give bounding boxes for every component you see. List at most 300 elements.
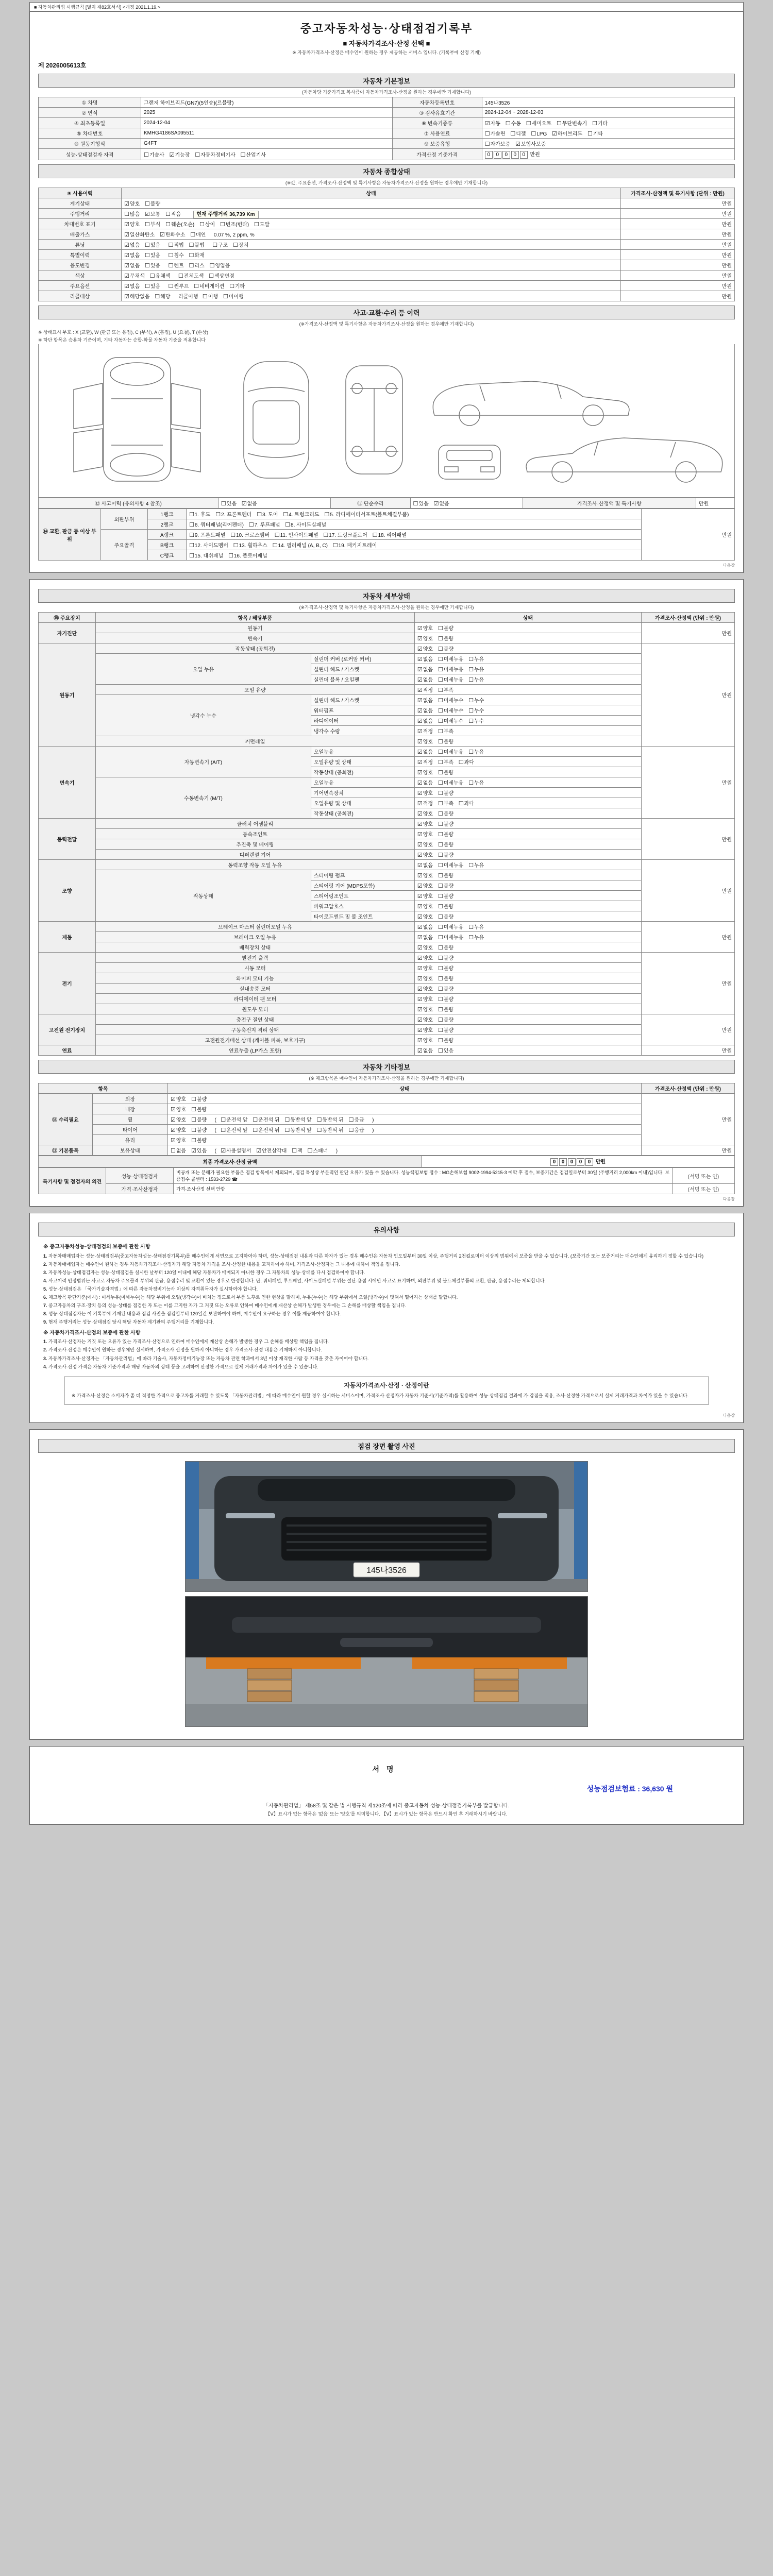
checkbox-option[interactable]: ☑양호 xyxy=(417,1027,433,1033)
inline-text: ) xyxy=(372,1128,374,1133)
checkbox-option[interactable]: ☐5. 라디에이터서포트(볼트체결부품) xyxy=(324,512,409,518)
notice-item: 6. 체크항목 판단기준(예시) : 미세누유(미세누수)는 해당 부위에 오일(냉각수)이 비치는 정도로서 부품 노후로 인한 현상을 말하며, 누유(누수)는 해당 부위에서 오일(냉각수)이 맺혀서 떨어지는 상태를 말합니다. xyxy=(43,1294,458,1300)
checkbox-option[interactable]: ☑양호 xyxy=(417,945,433,951)
field-label: ⑫ 사고이력 (유의사항 4 참조) xyxy=(39,498,219,509)
checkbox-option[interactable]: ☐가솔린 xyxy=(484,131,506,137)
checkbox-option[interactable]: ☐불량 xyxy=(191,1127,207,1133)
checkbox-option[interactable]: ☑양호 xyxy=(417,904,433,910)
checked-checkbox-icon: ☑ xyxy=(417,646,423,652)
unchecked-checkbox-icon: ☐ xyxy=(438,904,443,910)
checkbox-option[interactable]: ☐무단변속기 xyxy=(556,121,587,127)
checkbox-option[interactable]: ☐전체도색 xyxy=(178,273,204,279)
checkbox-option[interactable]: ☐16. 플로어패널 xyxy=(228,553,267,559)
checkbox-option[interactable]: ☑양호 xyxy=(417,996,433,1003)
checkbox-option[interactable]: ☑보통 xyxy=(144,211,161,217)
checkbox-option[interactable]: ☑없음 xyxy=(417,708,433,714)
checkbox-option[interactable]: ☐누유 xyxy=(468,935,484,941)
checkbox-option[interactable]: ☐매연 xyxy=(190,232,206,238)
checkbox-option[interactable]: ☐불량 xyxy=(438,790,454,796)
checkbox-option[interactable]: ☐누유 xyxy=(468,677,484,683)
checkbox-option[interactable]: ☐미세누수 xyxy=(438,708,464,714)
checkbox-option[interactable]: ☐도말 xyxy=(254,222,270,228)
checkbox-option[interactable]: ☐2. 프론트펜더 xyxy=(215,512,252,518)
checkbox-option[interactable]: ☐19. 패키지트레이 xyxy=(332,543,377,549)
checkbox-option[interactable]: ☐산업기사 xyxy=(240,152,266,158)
detail-state xyxy=(414,942,641,953)
section-note-overall: (※값, 주요옵션, 가격조사·산정액 및 특기사항은 자동차가격조사·산정을 원하는 경우에만 기재합니다) xyxy=(285,180,488,185)
checkbox-option[interactable]: ☐기타 xyxy=(229,283,245,290)
checkbox-option[interactable]: ☐누유 xyxy=(468,862,484,869)
checkbox-option[interactable]: ☑하이브리드 xyxy=(552,131,583,137)
checkbox-option[interactable]: ☑양호 xyxy=(417,842,433,848)
checkbox-option[interactable]: ☑양호 xyxy=(417,636,433,642)
unchecked-checkbox-icon: ☐ xyxy=(438,677,443,683)
checkbox-option[interactable]: ☐미세누유 xyxy=(438,780,464,786)
checkbox-option[interactable]: ☐불량 xyxy=(438,945,454,951)
checkbox-option[interactable]: ☐있음 xyxy=(438,1048,454,1054)
checkbox-option[interactable]: ☑없음 xyxy=(417,780,433,786)
field-label: ⑬ 단순수리 xyxy=(331,498,410,509)
detail-row xyxy=(39,1004,735,1014)
checkbox-option[interactable]: ☐잭 xyxy=(292,1148,303,1154)
field-options xyxy=(218,498,330,509)
checkbox-option[interactable]: ☑무채색 xyxy=(124,273,145,279)
checkbox-option[interactable]: ☐침수 xyxy=(168,252,184,259)
overall-item-label: 주행거리 xyxy=(39,209,122,219)
checkbox-option[interactable]: ☐불량 xyxy=(438,832,454,838)
checkbox-option[interactable]: ☑기능장 xyxy=(169,152,190,158)
unchecked-checkbox-icon: ☐ xyxy=(202,294,208,300)
checkbox-option[interactable]: ☐불량 xyxy=(438,883,454,889)
checkbox-option[interactable]: ☐7. 루프패널 xyxy=(248,522,280,528)
checkbox-option[interactable]: ☐자동차정비기사 xyxy=(195,152,236,158)
detail-state xyxy=(414,911,641,922)
checkbox-option[interactable]: ☑적정 xyxy=(417,687,433,693)
checkbox-option[interactable]: ☐없음 xyxy=(171,1148,187,1154)
checked-checkbox-icon: ☑ xyxy=(417,770,423,776)
checkbox-option[interactable]: ☑일산화탄소 xyxy=(124,232,155,238)
checkbox-option[interactable]: ☐미세누유 xyxy=(438,749,464,755)
checkbox-option[interactable]: ☐있음 xyxy=(144,242,161,248)
checkbox-option[interactable]: ☑양호 xyxy=(417,770,433,776)
detail-state xyxy=(414,705,641,716)
checkbox-option[interactable]: ☑양호 xyxy=(417,852,433,858)
price-digit-box: 0 xyxy=(577,1158,584,1166)
other-group-price: 만원 xyxy=(642,1145,735,1156)
checkbox-option[interactable]: ☐불량 xyxy=(438,811,454,817)
notice-item-number: 6. xyxy=(43,1294,47,1300)
col-other-price: 가격조사·산정액 (단위 : 만원) xyxy=(642,1083,735,1094)
checkbox-option[interactable]: ☐11. 인사이드패널 xyxy=(274,532,318,538)
checkbox-option[interactable]: ☐적음 xyxy=(165,211,181,217)
detail-row xyxy=(39,984,735,994)
checkbox-option[interactable]: ☐유채색 xyxy=(149,273,171,279)
checkbox-option[interactable]: ☑없음 xyxy=(417,667,433,673)
checkbox-option[interactable]: ☑양호 xyxy=(171,1138,187,1144)
notice-item: 1. 가격조사·산정자는 거짓 또는 오류가 있는 가격조사·산정으로 인하여 매수인에게 재산상 손해가 발생한 경우 그 손해를 배상할 책임을 집니다. xyxy=(43,1339,329,1345)
final-price-digits: 0 0 0 0 0 만원 xyxy=(422,1156,735,1167)
checkbox-option[interactable]: ☐부족 xyxy=(438,801,454,807)
checkbox-option[interactable]: ☑없음 xyxy=(433,501,449,507)
unchecked-checkbox-icon: ☐ xyxy=(413,501,418,507)
checkbox-option[interactable]: ☑없음 xyxy=(417,698,433,704)
notice-item: 2. 자동차매매업자는 매수인이 원하는 경우 자동차가격조사·산정자가 해당 자동차 가격을 조사·산정한 내용을 고지하여야 하며, 가격조사·산정자는 그 내용에 대하여 책임을 집니다. xyxy=(43,1261,400,1267)
notice-section1-title: ※ 중고자동차성능·상태점검의 보증에 관한 사항 xyxy=(43,1244,150,1250)
form-reference-note: ■ 자동차관리법 시행규칙 [별지 제82호서식] <개정 2021.1.19.> xyxy=(29,2,744,11)
checkbox-option[interactable]: ☐불량 xyxy=(438,739,454,745)
unchecked-checkbox-icon: ☐ xyxy=(438,852,443,858)
detail-row xyxy=(39,633,735,643)
checkbox-option[interactable]: ☐세미오토 xyxy=(526,121,552,127)
next-page-marker-2: 다음장 xyxy=(722,1197,735,1201)
checkbox-option[interactable]: ☑탄화수소 xyxy=(159,232,186,238)
checkbox-option[interactable]: ☐훼손(오손) xyxy=(165,222,195,228)
other-group-label: ⑯ 수리필요 xyxy=(39,1094,93,1145)
checkbox-option[interactable]: ☐미세누유 xyxy=(438,656,464,663)
field-label: ① 차명 xyxy=(39,97,141,108)
checkbox-option[interactable]: ☑양호 xyxy=(417,955,433,961)
other-item-state xyxy=(168,1135,642,1145)
checkbox-option[interactable]: ☐스패너 xyxy=(307,1148,328,1154)
checkbox-option[interactable]: ☐기술사 xyxy=(143,152,164,158)
checkbox-option[interactable]: ☐있음 xyxy=(221,501,237,507)
checkbox-option[interactable]: ☑양호 xyxy=(417,986,433,992)
checkbox-option[interactable]: ☐미세누수 xyxy=(438,718,464,724)
checkbox-option[interactable]: ☑양호 xyxy=(417,914,433,920)
checkbox-option[interactable]: ☐불량 xyxy=(438,636,454,642)
detail-item-label: 발전기 출력 xyxy=(96,953,415,963)
detail-state xyxy=(414,726,641,736)
checkbox-option[interactable]: ☐불량 xyxy=(438,996,454,1003)
detail-item-label: 추진축 및 베어링 xyxy=(96,839,415,850)
checkbox-option[interactable]: ☑양호 xyxy=(171,1107,187,1113)
checkbox-option[interactable]: ☐이행 xyxy=(202,294,219,300)
notice-item-number: 2. xyxy=(43,1261,47,1267)
unchecked-checkbox-icon: ☐ xyxy=(510,131,516,137)
unchecked-checkbox-icon: ☐ xyxy=(438,811,443,817)
checkbox-option[interactable]: ☐운전석 앞 xyxy=(221,1127,248,1133)
checked-checkbox-icon: ☑ xyxy=(417,986,423,992)
checkbox-option[interactable]: ☑양호 xyxy=(124,222,140,228)
checkbox-option[interactable]: ☐네비게이션 xyxy=(194,283,225,290)
checkbox-option[interactable]: ☐디젤 xyxy=(510,131,526,137)
detail-state xyxy=(414,623,641,633)
checkbox-option[interactable]: ☑양호 xyxy=(171,1096,187,1103)
checkbox-option[interactable]: ☐동반석 앞 xyxy=(284,1127,312,1133)
field-label: 성능·상태점검자 자격 xyxy=(39,149,141,160)
block-notice xyxy=(29,1213,744,1423)
document-header xyxy=(38,20,735,56)
checkbox-option[interactable]: ☐운전석 앞 xyxy=(221,1117,248,1123)
unchecked-checkbox-icon: ☐ xyxy=(155,294,160,300)
notice-item-number: 3. xyxy=(43,1269,47,1275)
checkbox-option[interactable]: ☐불량 xyxy=(438,646,454,652)
checkbox-option[interactable]: ☐동반석 앞 xyxy=(284,1117,312,1123)
checkbox-option[interactable]: ☑양호 xyxy=(417,1007,433,1013)
checkbox-option[interactable]: ☐누유 xyxy=(468,749,484,755)
inline-text: ( xyxy=(214,1148,216,1154)
checkbox-option[interactable]: ☐운전석 뒤 xyxy=(253,1117,280,1123)
checkbox-option[interactable]: ☐18. 리어패널 xyxy=(372,532,407,538)
checkbox-option[interactable]: ☐불량 xyxy=(438,852,454,858)
checked-checkbox-icon: ☑ xyxy=(417,698,423,704)
checkbox-option[interactable]: ☐불량 xyxy=(438,904,454,910)
checked-checkbox-icon: ☑ xyxy=(417,667,423,673)
checkbox-option[interactable]: ☐많음 xyxy=(124,211,140,217)
checkbox-option[interactable]: ☐부족 xyxy=(438,687,454,693)
checkbox-option[interactable]: ☑양호 xyxy=(417,965,433,972)
checkbox-option[interactable]: ☐불량 xyxy=(438,976,454,982)
checkbox-option[interactable]: ☑없음 xyxy=(417,1048,433,1054)
checkbox-option[interactable]: ☐부식 xyxy=(144,222,161,228)
checkbox-option[interactable]: ☐불량 xyxy=(438,625,454,632)
checkbox-option[interactable]: ☐누유 xyxy=(468,656,484,663)
checkbox-option[interactable]: ☐불량 xyxy=(191,1107,207,1113)
checkbox-option[interactable]: ☑양호 xyxy=(417,873,433,879)
checkbox-option[interactable]: ☑양호 xyxy=(417,976,433,982)
checkbox-option[interactable]: ☑없음 xyxy=(417,862,433,869)
checkbox-option[interactable]: ☐화재 xyxy=(189,252,205,259)
detail-row xyxy=(39,643,735,654)
checkbox-option[interactable]: ☐불량 xyxy=(438,893,454,900)
page-subtitle: ■ 자동차가격조사·산정 선택 ■ xyxy=(343,40,430,47)
checkbox-option[interactable]: ☐12. 사이드멤버 xyxy=(189,543,228,549)
checked-checkbox-icon: ☑ xyxy=(417,862,423,869)
checkbox-option[interactable]: ☐썬루프 xyxy=(168,283,189,290)
checkbox-option[interactable]: ☑없음 xyxy=(124,263,140,269)
unchecked-checkbox-icon: ☐ xyxy=(438,1017,443,1023)
checkbox-option[interactable]: ☐불량 xyxy=(438,965,454,972)
checkbox-option[interactable]: ☐누유 xyxy=(468,780,484,786)
checked-checkbox-icon: ☑ xyxy=(433,501,439,507)
unchecked-checkbox-icon: ☐ xyxy=(438,687,443,693)
checkbox-option[interactable]: ☐적법 xyxy=(168,242,184,248)
detail-item-label: 냉각수 누수 xyxy=(96,695,311,736)
checkbox-option[interactable]: ☑양호 xyxy=(417,646,433,652)
unchecked-checkbox-icon: ☐ xyxy=(438,698,443,704)
checkbox-option[interactable]: ☐있음 xyxy=(144,283,161,290)
checkbox-option[interactable]: ☐있음 xyxy=(144,263,161,269)
final-price-table xyxy=(38,1156,735,1167)
unchecked-checkbox-icon: ☐ xyxy=(144,242,150,248)
detail-state xyxy=(414,695,641,705)
detail-item-label: 작동상태 (공회전) xyxy=(96,643,415,654)
checkbox-option[interactable]: ☑사용설명서 xyxy=(221,1148,251,1154)
checkbox-option[interactable]: ☑양호 xyxy=(171,1117,187,1123)
checkbox-option[interactable]: ☑양호 xyxy=(417,739,433,745)
other-item-label: 유리 xyxy=(92,1135,167,1145)
checkbox-option[interactable]: ☑없음 xyxy=(417,749,433,755)
checkbox-option[interactable]: ☑없음 xyxy=(417,656,433,663)
checkbox-option[interactable]: ☐미세누유 xyxy=(438,677,464,683)
detail-item-label: 구동축전지 격리 상태 xyxy=(96,1025,415,1035)
checkbox-option[interactable]: ☐3. 도어 xyxy=(257,512,278,518)
detail-row xyxy=(39,685,735,695)
checkbox-option[interactable]: ☐누수 xyxy=(468,718,484,724)
detail-state xyxy=(414,685,641,695)
checkbox-option[interactable]: ☐미세누수 xyxy=(438,698,464,704)
checkbox-option[interactable]: ☐색상변경 xyxy=(209,273,234,279)
overall-row xyxy=(39,281,735,291)
checkbox-option[interactable]: ☐과다 xyxy=(458,759,474,766)
checkbox-option[interactable]: ☐불량 xyxy=(144,201,161,207)
detail-row xyxy=(39,850,735,860)
checkbox-option[interactable]: ☐미세누유 xyxy=(438,862,464,869)
detail-row xyxy=(39,942,735,953)
detail-part-label: 라디에이터 xyxy=(311,716,414,726)
checkbox-option[interactable]: ☐구조 xyxy=(212,242,228,248)
overall-item-label: 특별이력 xyxy=(39,250,122,260)
detail-item-label: 클러치 어셈블리 xyxy=(96,819,415,829)
checkbox-option[interactable]: ☐불량 xyxy=(438,986,454,992)
checkbox-option[interactable]: ☑양호 xyxy=(417,883,433,889)
checkbox-option[interactable]: ☐미이행 xyxy=(223,294,244,300)
checkbox-option[interactable]: ☐부족 xyxy=(438,728,454,735)
detail-state xyxy=(414,901,641,911)
checkbox-option[interactable]: ☐불량 xyxy=(438,1038,454,1044)
checkbox-option[interactable]: ☑있음 xyxy=(191,1148,207,1154)
checkbox-option[interactable]: ☐미세누유 xyxy=(438,667,464,673)
checkbox-option[interactable]: ☑양호 xyxy=(417,790,433,796)
checkbox-option[interactable]: ☐누수 xyxy=(468,708,484,714)
section-note-detail: (※가격조사·산정액 및 특기사항은 자동차가격조사·산정을 원하는 경우에만 기재합니다) xyxy=(299,605,474,610)
checkbox-option[interactable]: ☑적정 xyxy=(417,728,433,735)
opinion-row xyxy=(39,1184,735,1194)
checkbox-option[interactable]: ☐10. 크로스멤버 xyxy=(230,532,270,538)
notice-item: 8. 성능·상태점검자는 이 기록부에 기재된 내용과 점검 사진을 점검일부터 120일간 보관하여야 하며, 매수인이 요구하는 경우 이를 제공하여야 합니다. xyxy=(43,1311,341,1316)
checkbox-option[interactable]: ☑양호 xyxy=(124,201,140,207)
checkbox-option[interactable]: ☐누유 xyxy=(468,667,484,673)
checked-checkbox-icon: ☑ xyxy=(191,1148,196,1154)
checkbox-option[interactable]: ☑양호 xyxy=(417,893,433,900)
checkbox-option[interactable]: ☐기타 xyxy=(587,131,603,137)
overall-row xyxy=(39,240,735,250)
checkbox-option[interactable]: ☑적정 xyxy=(417,759,433,766)
checkbox-option[interactable]: ☑양호 xyxy=(417,1017,433,1023)
checkbox-option[interactable]: ☐9. 프론트패널 xyxy=(189,532,226,538)
rank-row xyxy=(39,530,735,540)
checkbox-option[interactable]: ☐불량 xyxy=(438,821,454,827)
checkbox-option[interactable]: ☐불량 xyxy=(438,955,454,961)
checkbox-option[interactable]: ☐불량 xyxy=(438,770,454,776)
inspection-fee xyxy=(38,1784,735,1794)
checkbox-option[interactable]: ☑적정 xyxy=(417,801,433,807)
checkbox-option[interactable]: ☐4. 트렁크리드 xyxy=(283,512,320,518)
checkbox-option[interactable]: ☑안전삼각대 xyxy=(256,1148,287,1154)
checkbox-option[interactable]: ☐응급 xyxy=(348,1127,364,1133)
checkbox-option[interactable]: ☑없음 xyxy=(124,242,140,248)
checkbox-option[interactable]: ☐누수 xyxy=(468,698,484,704)
checkbox-option[interactable]: ☑없음 xyxy=(241,501,257,507)
checkbox-option[interactable]: ☐불량 xyxy=(438,1017,454,1023)
checkbox-option[interactable]: ☑양호 xyxy=(417,1038,433,1044)
checkbox-option[interactable]: ☐과다 xyxy=(458,801,474,807)
checkbox-option[interactable]: ☑양호 xyxy=(171,1127,187,1133)
detail-state xyxy=(414,716,641,726)
unchecked-checkbox-icon: ☐ xyxy=(189,512,194,518)
checkbox-option[interactable]: ☐영업용 xyxy=(209,263,230,269)
checkbox-option[interactable]: ☑양호 xyxy=(417,832,433,838)
checkbox-option[interactable]: ☐누유 xyxy=(468,924,484,930)
checkbox-option[interactable]: ☐수동 xyxy=(505,121,521,127)
checkbox-option[interactable]: ☐불량 xyxy=(438,1007,454,1013)
checkbox-option[interactable]: ☑보험사보증 xyxy=(515,141,546,147)
checkbox-option[interactable]: ☑없음 xyxy=(417,935,433,941)
checkbox-option[interactable]: ☑없음 xyxy=(124,283,140,290)
checkbox-option[interactable]: ☑없음 xyxy=(417,677,433,683)
checkbox-option[interactable]: ☑자동 xyxy=(484,121,500,127)
checkbox-option[interactable]: ☐있음 xyxy=(144,252,161,259)
checkbox-option[interactable]: ☐상이 xyxy=(199,222,215,228)
detail-row xyxy=(39,932,735,942)
checked-checkbox-icon: ☑ xyxy=(417,759,423,766)
checkbox-option[interactable]: ☐응급 xyxy=(348,1117,364,1123)
checkbox-option[interactable]: ☐17. 트렁크플로어 xyxy=(323,532,367,538)
checkbox-option[interactable]: ☐리스 xyxy=(189,263,205,269)
checkbox-option[interactable]: ☐기타 xyxy=(592,121,608,127)
checkbox-option[interactable]: ☐불량 xyxy=(438,873,454,879)
checkbox-option[interactable]: ☐불량 xyxy=(438,914,454,920)
col-item-part: 항목 / 해당부품 xyxy=(96,613,415,623)
unchecked-checkbox-icon: ☐ xyxy=(191,1138,196,1144)
checkbox-option[interactable]: ☑없음 xyxy=(417,718,433,724)
checkbox-option[interactable]: ☐미세누유 xyxy=(438,935,464,941)
notice-items xyxy=(43,1253,730,1326)
checkbox-option[interactable]: ☑해당없음 xyxy=(124,294,150,300)
footer-check-note: 【Ⅴ】표시가 없는 항목은 '없음' 또는 '양호'를 의미합니다. 【Ⅴ】표시가 있는 항목은 반드시 확인 후 거래하시기 바랍니다. xyxy=(265,1811,508,1817)
checkbox-option[interactable]: ☐해당 xyxy=(155,294,171,300)
col-price: 가격조사·산정액 및 특기사항 (단위 : 만원) xyxy=(621,188,735,198)
checkbox-option[interactable]: ☐14. 필러패널 (A, B, C) xyxy=(272,543,328,549)
checked-checkbox-icon: ☑ xyxy=(417,708,423,714)
checkbox-option[interactable]: ☐있음 xyxy=(413,501,429,507)
checkbox-option[interactable]: ☐변조(변타) xyxy=(220,222,249,228)
checkbox-option[interactable]: ☐6. 쿼터패널(리어펜더) xyxy=(189,522,244,528)
detail-state xyxy=(414,1004,641,1014)
checkbox-option[interactable]: ☐1. 후드 xyxy=(189,512,211,518)
checkbox-option[interactable]: ☐렌트 xyxy=(168,263,184,269)
overall-row xyxy=(39,260,735,270)
checkbox-option[interactable]: ☐LPG xyxy=(531,131,547,137)
checkbox-option[interactable]: ☐동반석 뒤 xyxy=(316,1127,344,1133)
detail-part-label: 실린더 헤드 / 가스켓 xyxy=(311,695,414,705)
checkbox-option[interactable]: ☐미세누유 xyxy=(438,924,464,930)
checkbox-option[interactable]: ☑없음 xyxy=(124,252,140,259)
checkbox-option[interactable]: ☐부족 xyxy=(438,759,454,766)
checkbox-option[interactable]: ☐불량 xyxy=(438,1027,454,1033)
checkbox-option[interactable]: ☐15. 대쉬패널 xyxy=(189,553,224,559)
checkbox-option[interactable]: ☐장치 xyxy=(233,242,249,248)
checkbox-option[interactable]: ☐불량 xyxy=(438,842,454,848)
checkbox-option[interactable]: ☑없음 xyxy=(417,924,433,930)
checkbox-option[interactable]: ☐8. 사이드실패널 xyxy=(285,522,327,528)
checkbox-option[interactable]: ☐불량 xyxy=(191,1138,207,1144)
checkbox-option[interactable]: ☐운전석 뒤 xyxy=(253,1127,280,1133)
checked-checkbox-icon: ☑ xyxy=(124,273,129,279)
checkbox-option[interactable]: ☑양호 xyxy=(417,811,433,817)
detail-state xyxy=(414,633,641,643)
checkbox-option[interactable]: ☐불량 xyxy=(191,1096,207,1103)
checkbox-option[interactable]: ☐13. 휠하우스 xyxy=(233,543,267,549)
checkbox-option[interactable]: ☑양호 xyxy=(417,821,433,827)
checked-checkbox-icon: ☑ xyxy=(552,131,557,137)
checkbox-option[interactable]: ☐동반석 뒤 xyxy=(316,1117,344,1123)
checkbox-option[interactable]: ☐자가보증 xyxy=(484,141,511,147)
checkbox-option[interactable]: ☑양호 xyxy=(417,625,433,632)
unchecked-checkbox-icon: ☐ xyxy=(124,211,129,217)
checkbox-option[interactable]: ☐불량 xyxy=(191,1117,207,1123)
checkbox-option[interactable]: ☐불법 xyxy=(189,242,205,248)
